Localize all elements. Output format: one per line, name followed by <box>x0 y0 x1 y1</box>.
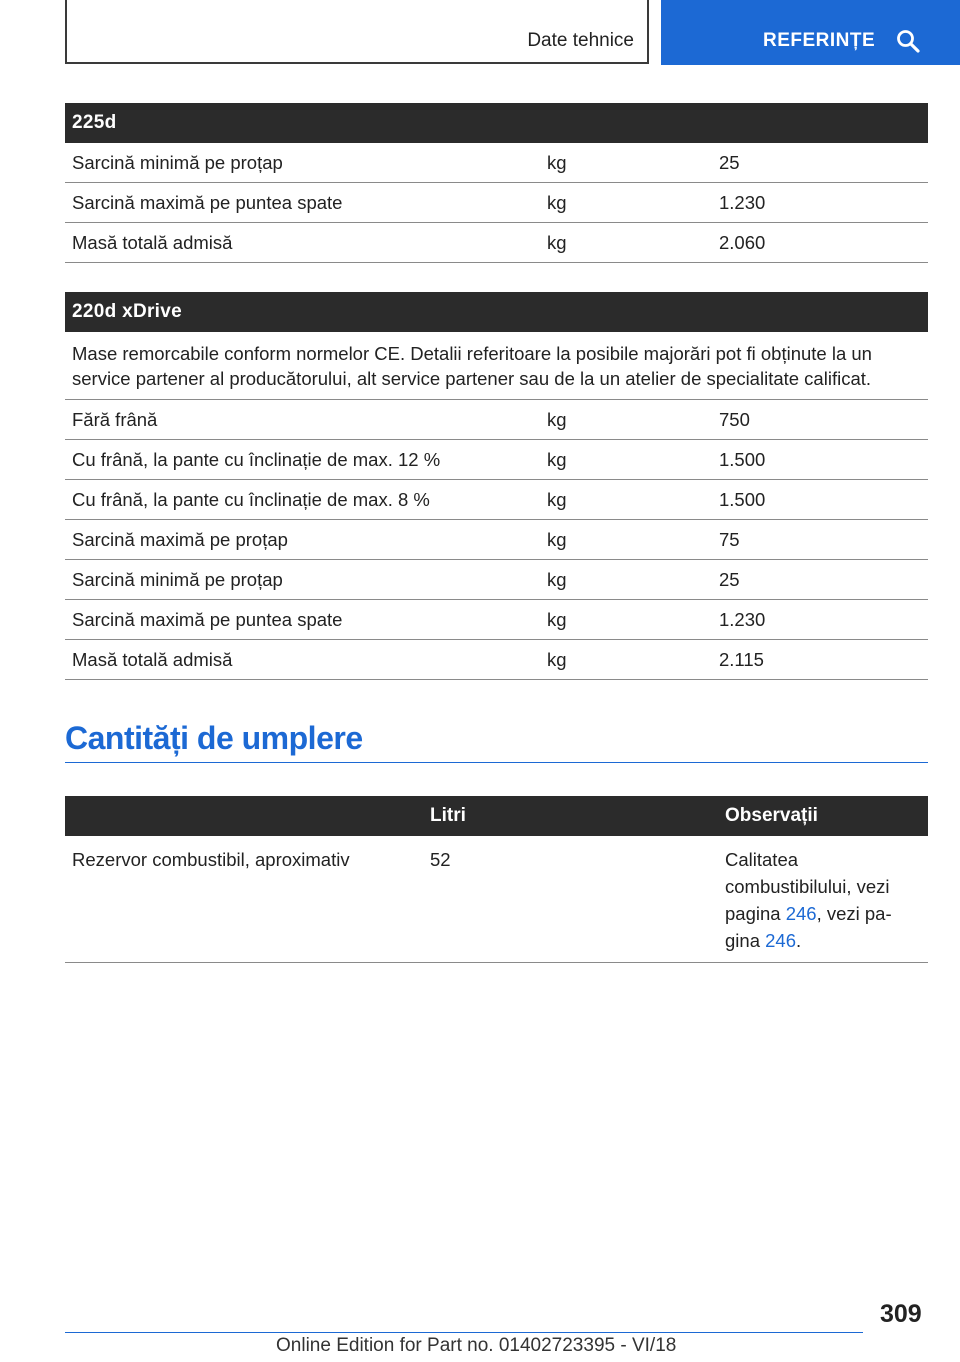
section-title: Cantități de umplere <box>65 720 363 756</box>
references-label: REFERINȚE <box>763 30 876 51</box>
table-row <box>65 223 928 263</box>
row-value: 2.115 <box>712 640 928 680</box>
table-row <box>65 640 928 680</box>
row-unit: kg <box>540 560 712 600</box>
table-row <box>65 400 928 440</box>
row-liters: 52 <box>423 836 718 963</box>
row-value: 1.230 <box>712 600 928 640</box>
row-value: 1.230 <box>712 183 928 223</box>
section-tab[interactable] <box>65 0 649 64</box>
notes-text: Calitatea combustibilului, vezi pagina <box>725 849 890 924</box>
row-value: 2.060 <box>712 223 928 263</box>
table-row <box>65 560 928 600</box>
row-unit: kg <box>540 600 712 640</box>
row-value: 1.500 <box>712 440 928 480</box>
row-unit: kg <box>540 480 712 520</box>
spec-table-220d-xdrive <box>65 292 928 680</box>
table-row <box>65 520 928 560</box>
row-notes <box>718 836 928 963</box>
spec-table-225d <box>65 103 928 263</box>
row-label: Sarcină maximă pe puntea spate <box>65 600 540 640</box>
table-row <box>65 600 928 640</box>
page-link[interactable]: 246 <box>785 903 817 924</box>
row-label: Sarcină maximă pe puntea spate <box>65 183 540 223</box>
table-row <box>65 183 928 223</box>
footer-edition: Online Edition for Part no. 01402723395 - VI/18 <box>276 1335 677 1356</box>
table-title: 220d xDrive <box>65 292 928 332</box>
footer-divider <box>65 1332 863 1333</box>
row-unit: kg <box>540 520 712 560</box>
page-header <box>0 0 960 66</box>
row-label: Cu frână, la pante cu înclinație de max. 12 % <box>65 440 540 480</box>
row-label: Fără frână <box>65 400 540 440</box>
row-value: 75 <box>712 520 928 560</box>
row-value: 1.500 <box>712 480 928 520</box>
column-header-liters: Litri <box>423 796 718 836</box>
search-icon[interactable] <box>896 29 920 53</box>
row-label: Cu frână, la pante cu înclinație de max. 8 % <box>65 480 540 520</box>
row-label: Sarcină maximă pe proțap <box>65 520 540 560</box>
section-divider <box>65 762 928 763</box>
fill-quantities-table <box>65 796 928 963</box>
row-value: 25 <box>712 143 928 183</box>
table-row <box>65 440 928 480</box>
page-link[interactable]: 246 <box>765 930 796 951</box>
table-title: 225d <box>65 103 928 143</box>
table-row <box>65 836 928 963</box>
row-unit: kg <box>540 183 712 223</box>
row-unit: kg <box>540 400 712 440</box>
page-number: 309 <box>880 1300 922 1328</box>
row-value: 25 <box>712 560 928 600</box>
row-label: Rezervor combustibil, aproximativ <box>65 836 423 963</box>
notes-text: , vezi pa-gina <box>725 903 892 951</box>
row-label: Sarcină minimă pe proțap <box>65 143 540 183</box>
row-unit: kg <box>540 143 712 183</box>
row-label: Sarcină minimă pe proțap <box>65 560 540 600</box>
table-row <box>65 480 928 520</box>
row-unit: kg <box>540 440 712 480</box>
table-note: Mase remorcabile conform normelor CE. Detalii referitoare la posibile majorări pot fi obținute la un service partener al producătorului, alt service partener sau de la un atelier de specialitate calificat. <box>65 332 928 400</box>
table-row <box>65 143 928 183</box>
row-label: Masă totală admisă <box>65 223 540 263</box>
row-label: Masă totală admisă <box>65 640 540 680</box>
row-unit: kg <box>540 223 712 263</box>
table-note-row <box>65 332 928 400</box>
row-unit: kg <box>540 640 712 680</box>
notes-text: . <box>796 930 802 951</box>
column-header-notes: Observații <box>718 796 928 836</box>
section-label: Date tehnice <box>527 30 634 51</box>
column-header <box>65 796 423 836</box>
row-value: 750 <box>712 400 928 440</box>
references-tab[interactable] <box>661 0 960 65</box>
